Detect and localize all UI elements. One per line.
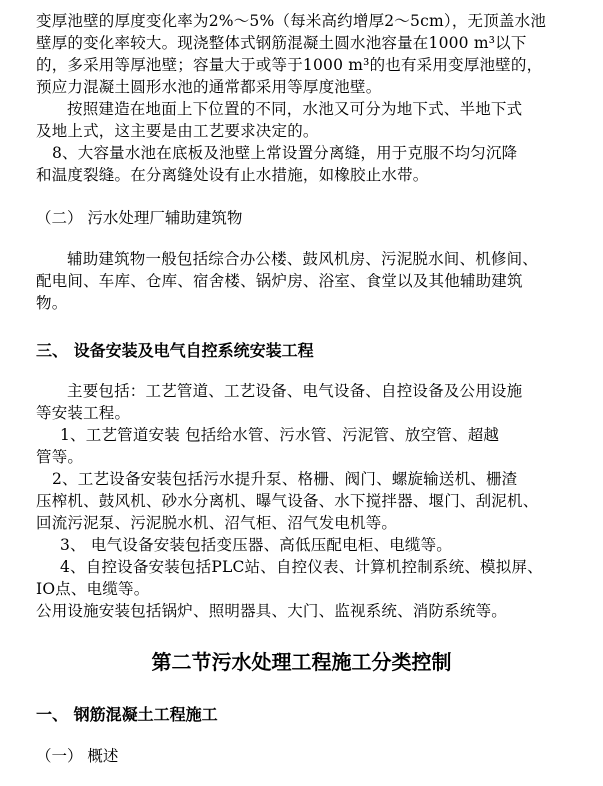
paragraph-line: 和温度裂缝。在分离缝处设有止水措施，如橡胶止水带。 (36, 166, 429, 184)
paragraph-line: 物。 (36, 294, 68, 312)
paragraph-line: 回流污泥泵、污泥脱水机、沼气柜、沼气发电机等。 (36, 514, 398, 532)
paragraph-line: 8、大容量水池在底板及池壁上常设置分离缝，用于克服不均匀沉降 (52, 144, 518, 162)
paragraph-line: IO点、电缆等。 (36, 580, 150, 598)
paragraph-line: 按照建造在地面上下位置的不同，水池又可分为地下式、半地下式 (67, 100, 523, 118)
subheading-auxiliary-buildings: （二） 污水处理厂辅助建筑物 (36, 209, 243, 227)
paragraph-line: 预应力混凝土圆形水池的通常都采用等厚度池壁。 (36, 78, 382, 96)
list-item: 2、工艺设备安装包括污水提升泵、格栅、阀门、螺旋输送机、栅渣 (52, 470, 518, 488)
list-item: 1、工艺管道安装 包括给水管、污水管、污泥管、放空管、超越 (60, 426, 500, 444)
paragraph-line: 的，多采用等厚池壁；容量大于或等于1000 m³的也有采用变厚池壁的， (36, 56, 543, 74)
paragraph-line: 公用设施安装包括锅炉、照明器具、大门、监视系统、消防系统等。 (36, 602, 508, 620)
heading-concrete-works: 一、 钢筋混凝土工程施工 (36, 705, 218, 724)
heading-equipment-installation: 三、 设备安装及电气自控系统安装工程 (36, 341, 314, 360)
subheading-overview: （一） 概述 (36, 747, 119, 765)
section-title: 第二节污水处理工程施工分类控制 (151, 650, 452, 674)
paragraph-line: 配电间、车库、仓库、宿舍楼、锅炉房、浴室、食堂以及其他辅助建筑 (36, 272, 523, 290)
paragraph-line: 变厚池壁的厚度变化率为2%～5%（每米高约增厚2～5cm），无顶盖水池 (36, 12, 547, 30)
paragraph-line: 主要包括：工艺管道、工艺设备、电气设备、自控设备及公用设施 (67, 382, 523, 400)
paragraph-line: 壁厚的变化率较大。现浇整体式钢筋混凝土圆水池容量在1000 m³以下 (36, 34, 527, 52)
paragraph-line: 管等。 (36, 448, 84, 466)
paragraph-line: 等安装工程。 (36, 404, 131, 422)
paragraph-line: 及地上式，这主要是由工艺要求决定的。 (36, 122, 319, 140)
paragraph-line: 压榨机、鼓风机、砂水分离机、曝气设备、水下搅拌器、堰门、刮泥机、 (36, 492, 539, 510)
paragraph-line: 辅助建筑物一般包括综合办公楼、鼓风机房、污泥脱水间、机修间、 (67, 250, 539, 268)
list-item: 4、自控设备安装包括PLC站、自控仪表、计算机控制系统、模拟屏、 (60, 558, 543, 576)
list-item: 3、 电气设备安装包括变压器、高低压配电柜、电缆等。 (60, 536, 452, 554)
